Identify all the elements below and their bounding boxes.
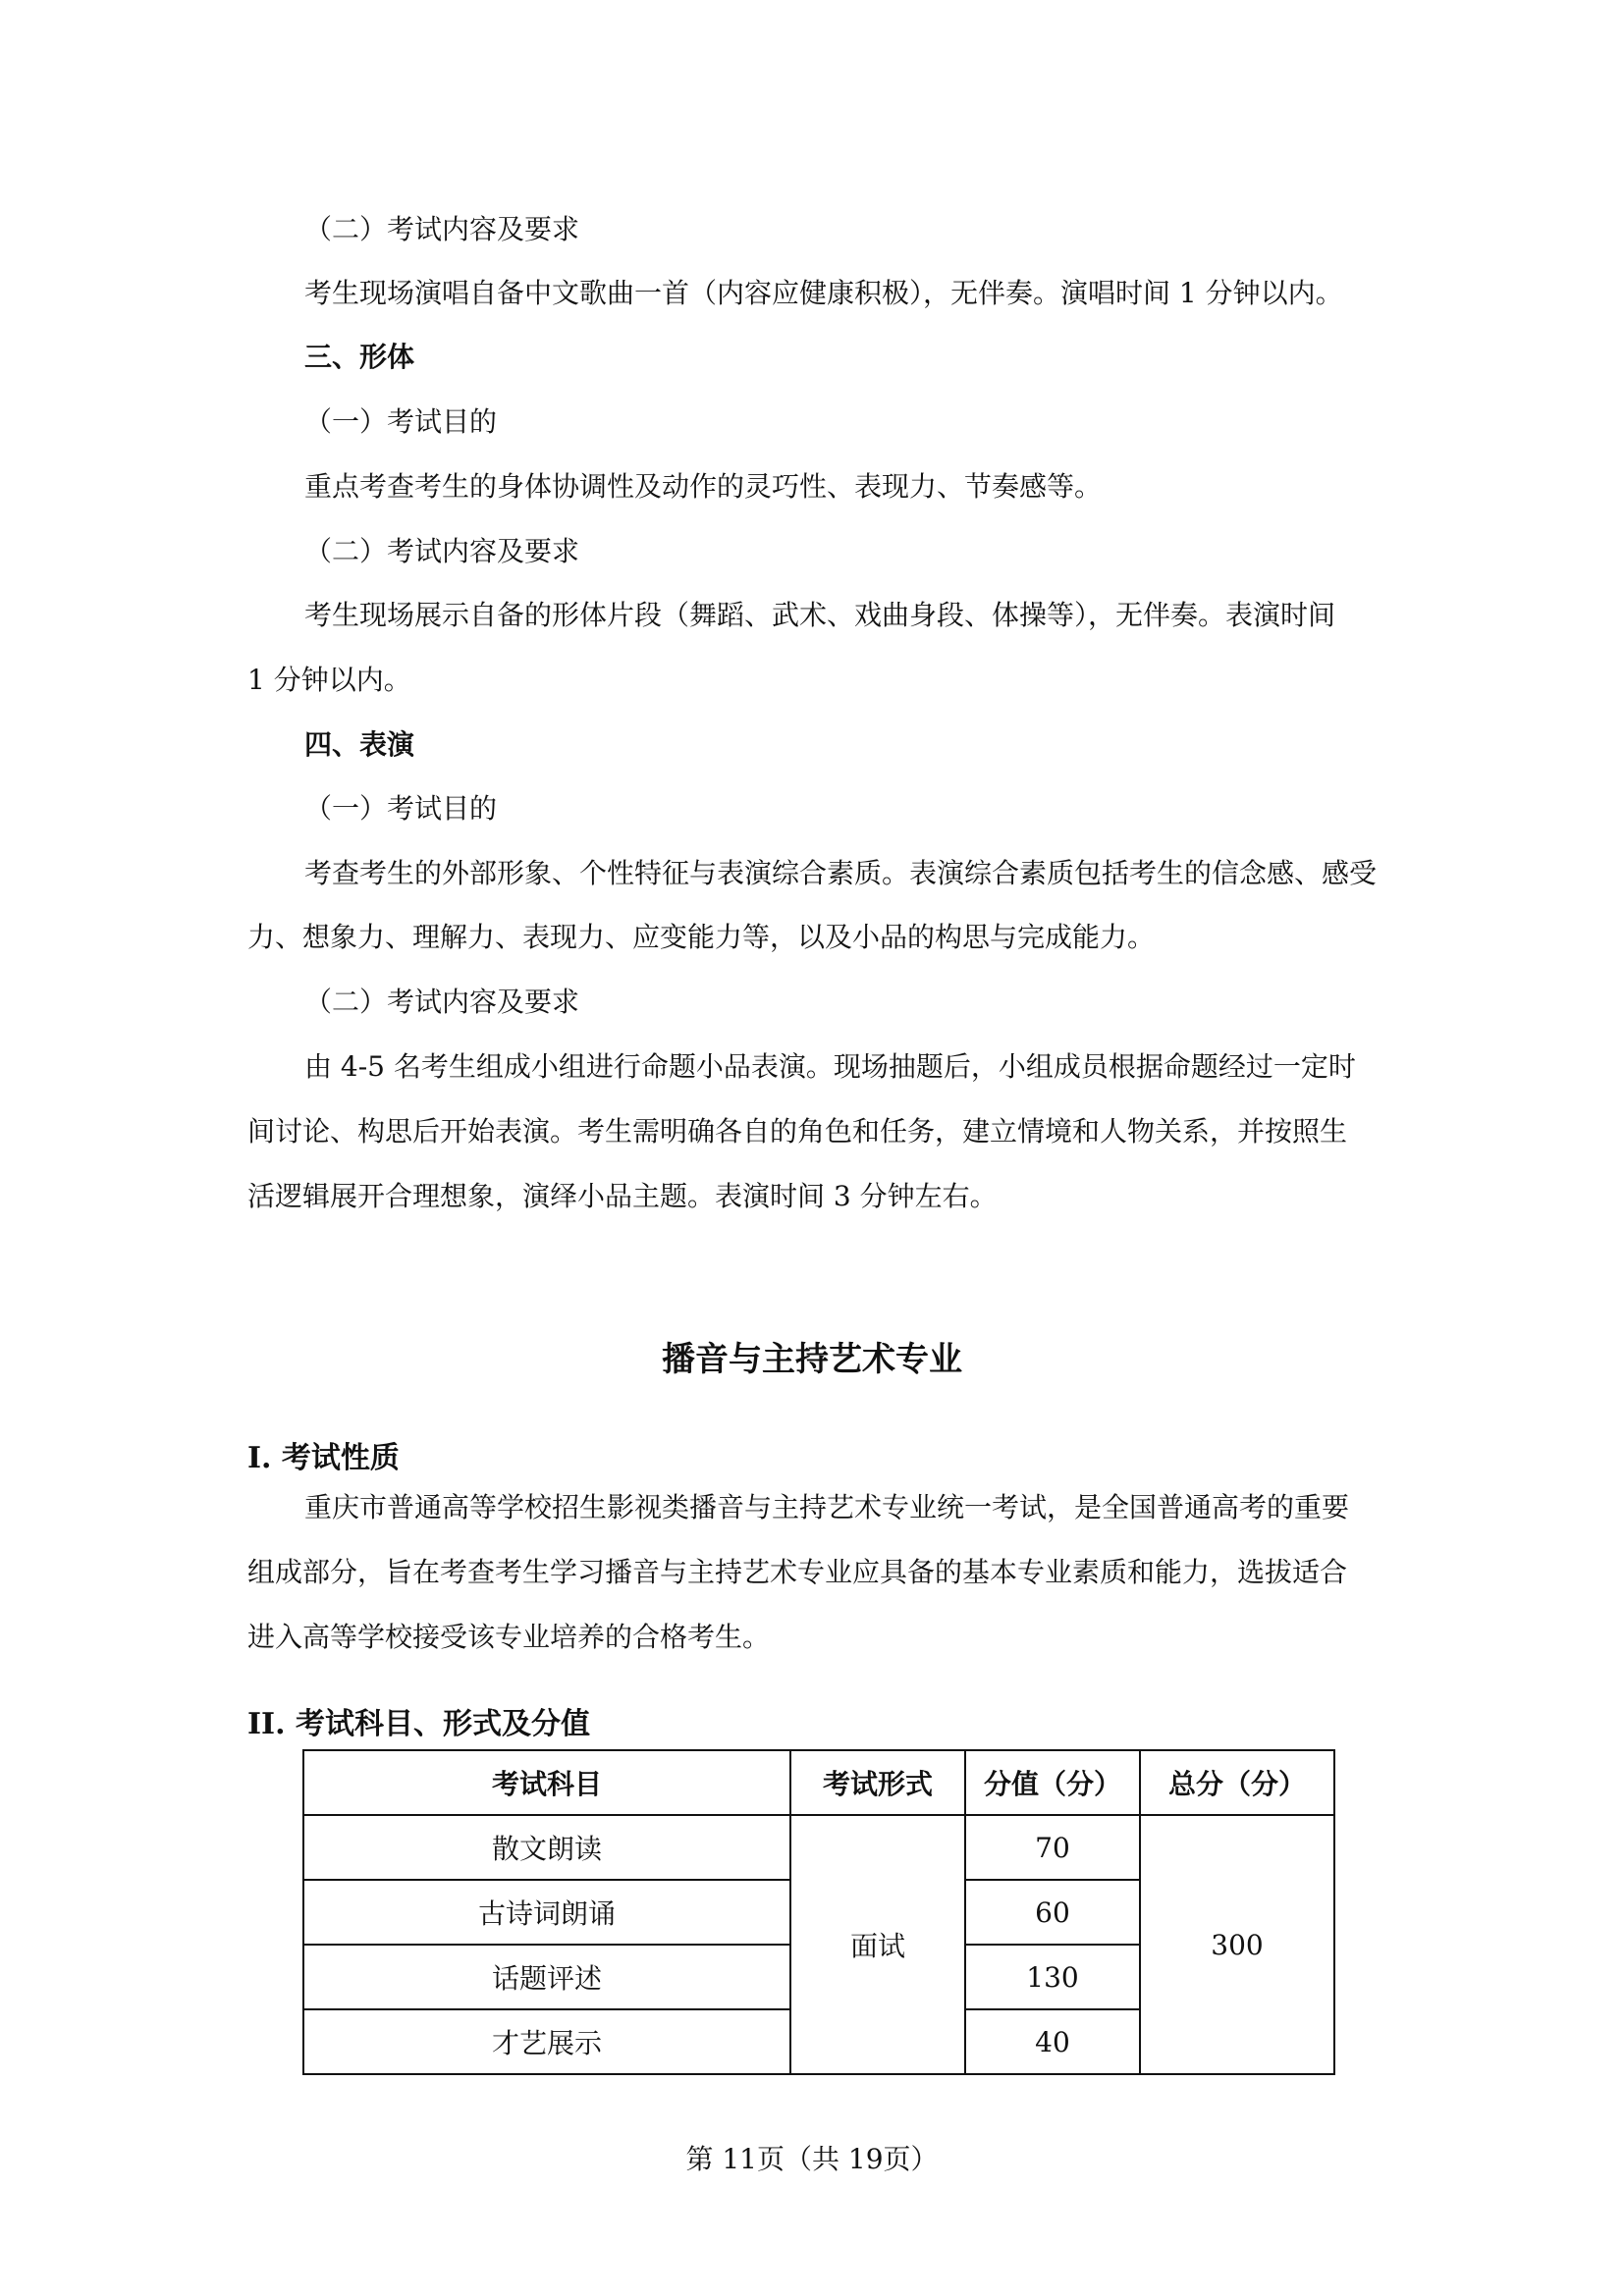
paragraph-line: 考查考生的外部形象、个性特征与表演综合素质。表演综合素质包括考生的信念感、感受: [304, 857, 1378, 889]
major-title: 播音与主持艺术专业: [662, 1340, 962, 1379]
page-footer: 第 11页（共 19页）: [685, 2143, 939, 2175]
section-heading-performance: 四、表演: [304, 728, 415, 761]
paragraph: 考生现场演唱自备中文歌曲一首（内容应健康积极），无伴奏。演唱时间 1 分钟以内。: [304, 277, 1343, 309]
cell-score: 40: [965, 2009, 1140, 2074]
section-heading-physique: 三、形体: [304, 341, 415, 373]
paragraph-line: 力、想象力、理解力、表现力、应变能力等，以及小品的构思与完成能力。: [247, 921, 1156, 953]
header-form: 考试形式: [790, 1750, 965, 1815]
paragraph-line: 重庆市普通高等学校招生影视类播音与主持艺术专业统一考试，是全国普通高考的重要: [304, 1491, 1350, 1523]
score-table: [302, 1749, 1335, 2075]
paragraph-line: 进入高等学校接受该专业培养的合格考生。: [247, 1621, 771, 1653]
paragraph-line: 考生现场展示自备的形体片段（舞蹈、武术、戏曲身段、体操等），无伴奏。表演时间: [304, 599, 1336, 631]
cell-score: 60: [965, 1880, 1140, 1945]
heading-exam-nature: I. 考试性质: [247, 1441, 400, 1475]
subsection-heading: （二）考试内容及要求: [304, 986, 580, 1018]
paragraph-line: 间讨论、构思后开始表演。考生需明确各自的角色和任务，建立情境和人物关系，并按照生: [247, 1115, 1348, 1148]
heading-exam-subjects: II. 考试科目、形式及分值: [247, 1707, 590, 1741]
cell-subject: 话题评述: [303, 1945, 790, 2009]
paragraph-line: 1 分钟以内。: [247, 664, 411, 696]
table-row: [303, 1815, 1334, 1880]
cell-subject: 散文朗读: [303, 1815, 790, 1880]
header-subject: 考试科目: [303, 1750, 790, 1815]
paragraph-line: 组成部分，旨在考查考生学习播音与主持艺术专业应具备的基本专业素质和能力，选拔适合: [247, 1556, 1348, 1588]
cell-total: 300: [1140, 1815, 1334, 2074]
cell-score: 130: [965, 1945, 1140, 2009]
paragraph: 重点考查考生的身体协调性及动作的灵巧性、表现力、节奏感等。: [304, 470, 1103, 503]
paragraph-line: 活逻辑展开合理想象，演绎小品主题。表演时间 3 分钟左右。: [247, 1180, 998, 1212]
cell-subject: 古诗词朗诵: [303, 1880, 790, 1945]
subsection-heading: （二）考试内容及要求: [304, 535, 580, 567]
cell-form: 面试: [790, 1815, 965, 2074]
cell-score: 70: [965, 1815, 1140, 1880]
table-header-row: [303, 1750, 1334, 1815]
paragraph-line: 由 4-5 名考生组成小组进行命题小品表演。现场抽题后，小组成员根据命题经过一定时: [304, 1050, 1356, 1083]
subsection-heading: （二）考试内容及要求: [304, 213, 580, 245]
cell-subject: 才艺展示: [303, 2009, 790, 2074]
subsection-heading: （一）考试目的: [304, 405, 498, 438]
subsection-heading: （一）考试目的: [304, 792, 498, 825]
header-score: 分值（分）: [965, 1750, 1140, 1815]
header-total: 总分（分）: [1140, 1750, 1334, 1815]
